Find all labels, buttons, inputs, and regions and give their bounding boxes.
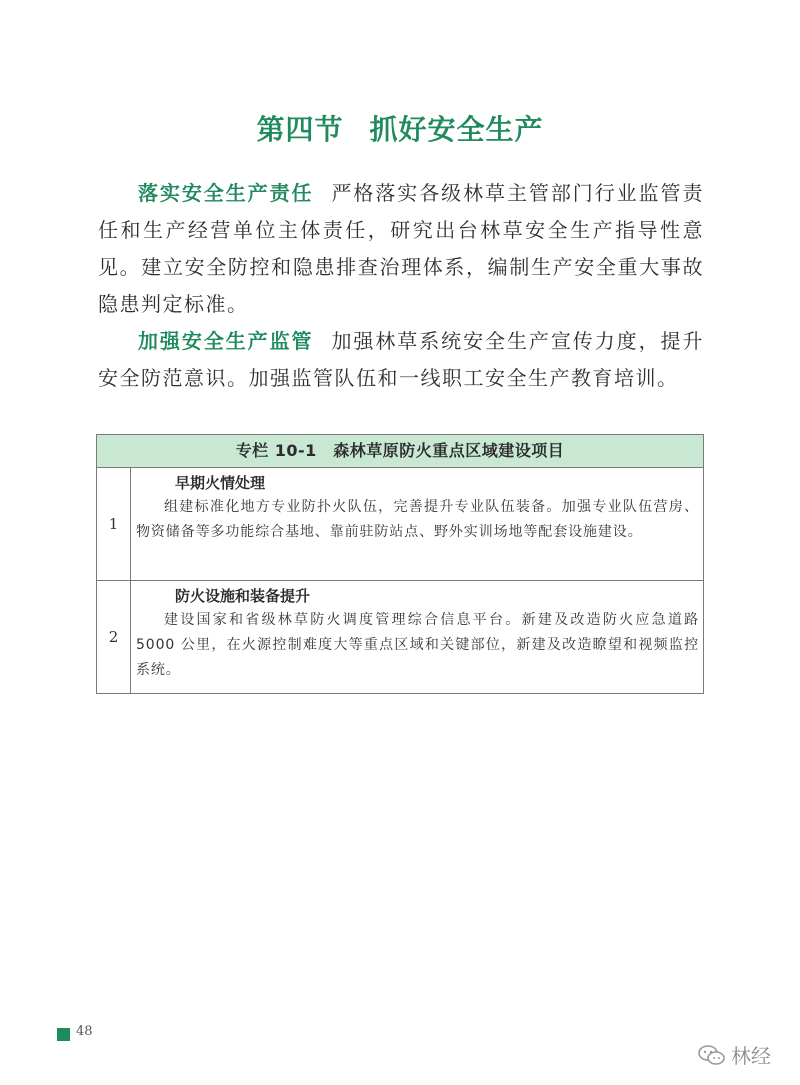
- row-text: 组建标准化地方专业防扑火队伍，完善提升专业队伍装备。加强专业队伍营房、物资储备等多功能综合基地、靠前驻防站点、野外实训场地等配套设施建设。: [136, 499, 699, 540]
- section-heading: 抓好安全生产: [369, 113, 544, 146]
- feature-box-title: 专栏 10-1 森林草原防火重点区域建设项目: [97, 435, 703, 468]
- wechat-icon: [697, 1044, 727, 1066]
- paragraph-text: 加强林草系统安全生产宣传力度，提升安全防范意识。加强监管队伍和一线职工安全生产教育培训。: [98, 329, 704, 390]
- watermark-text: 林经: [731, 1044, 771, 1068]
- row-number: 2: [97, 581, 131, 693]
- section-number: 第四节: [256, 113, 344, 146]
- section-title: [0, 108, 800, 148]
- paragraph-heading: 加强安全生产监管: [138, 329, 314, 353]
- paragraph-safety-supervision: [98, 323, 704, 397]
- table-row: [97, 468, 703, 581]
- row-number: 1: [97, 468, 131, 580]
- watermark: [697, 1040, 771, 1069]
- row-title: 防火设施和装备提升: [175, 587, 311, 605]
- paragraph-heading: 落实安全生产责任: [138, 181, 314, 205]
- paragraph-safety-responsibility: [98, 175, 704, 323]
- row-title: 早期火情处理: [175, 474, 266, 492]
- feature-box: [96, 434, 704, 694]
- row-content: [131, 581, 703, 693]
- paragraph-text: 严格落实各级林草主管部门行业监管责任和生产经营单位主体责任，研究出台林草安全生产指导性意见。建立安全防控和隐患排查治理体系，编制生产安全重大事故隐患判定标准。: [98, 181, 704, 316]
- table-row: [97, 581, 703, 693]
- row-content: [131, 468, 703, 580]
- page-number: 48: [76, 1024, 93, 1039]
- row-text: 建设国家和省级林草防火调度管理综合信息平台。新建及改造防火应急道路 5000 公里，在火源控制难度大等重点区域和关键部位，新建及改造瞭望和视频监控系统。: [136, 612, 699, 678]
- page-marker-square: [57, 1028, 70, 1041]
